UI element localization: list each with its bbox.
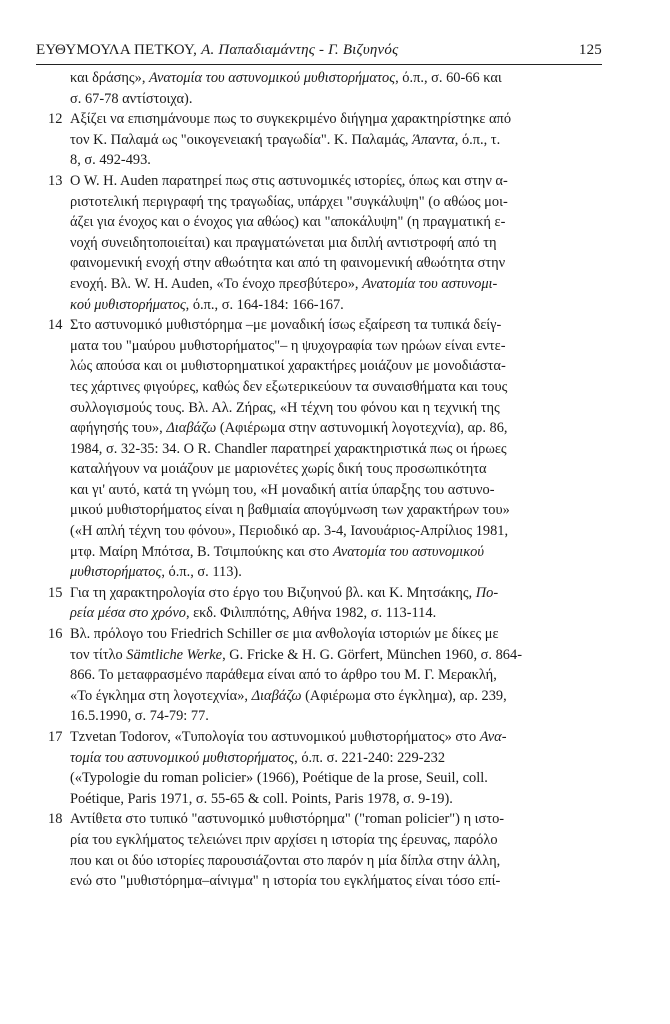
endnote-line [70, 89, 600, 110]
text-run: Tzvetan Todorov, «Τυπολογία του αστυνομικού μυθιστορήματος» στο [70, 729, 480, 745]
endnote-13 [48, 171, 600, 315]
endnote-line [70, 830, 600, 851]
endnote-line [70, 851, 600, 872]
text-run: ρεία μέσα στο χρόνο [70, 605, 186, 622]
endnote-line [70, 583, 600, 604]
text-run: νοχή συνειδητοποιείται) και πραγματώνεται μια διπλή αντιστροφή από τη [70, 234, 497, 251]
endnote-14 [48, 315, 600, 583]
endnote-number: 15 [48, 584, 63, 601]
text-run: Βλ. πρόλογο του Friedrich Schiller σε μια ανθολογία ιστοριών με δίκες με [70, 626, 499, 643]
endnote-18 [48, 809, 600, 891]
text-run: σ. 67-78 αντίστοιχα). [70, 90, 193, 107]
page-number: 125 [578, 42, 602, 58]
endnote-line [70, 768, 600, 789]
text-run: Για τη χαρακτηρολογία στο έργο του Βιζυηνού βλ. και Κ. Μητσάκης, [70, 584, 476, 601]
endnote-line [70, 706, 600, 727]
text-run: μτφ. Μαίρη Μπότσα, Β. Τσιμπούκης και στο [70, 543, 333, 560]
text-run: συλλογισμούς τους. Βλ. Αλ. Ζήρας, «Η τέχνη του φόνου και η τεχνική της [70, 399, 500, 416]
endnote-line [70, 439, 600, 460]
text-run: Πο- [475, 584, 499, 601]
endnote-line [70, 233, 600, 254]
text-run: λώς απούσα και οι μυθιστορηματικοί χαρακτήρες μοιάζουν με μονοδιάστα- [70, 358, 506, 375]
text-run: Αντίθετα στο τυπικό "αστυνομικό μυθιστόρημα" ("roman policier") η ιστο- [70, 811, 505, 828]
text-run: ρία του εγκλήματος τελειώνει πριν αρχίσει η ιστορία της έρευνας, παρόλο [70, 831, 498, 848]
endnote-line [70, 748, 600, 769]
text-run: Διαβάζω [166, 420, 217, 437]
endnote-number: 16 [48, 626, 63, 643]
text-run: Ανατομία του αστυνομικού μυθιστορήματος [149, 70, 396, 86]
text-run: Poétique, Paris 1971, σ. 55-65 & coll. Points, Paris 1978, σ. 9-19). [70, 790, 453, 807]
endnote-line [70, 789, 600, 810]
endnote-line [70, 274, 600, 295]
endnote-number: 17 [48, 729, 63, 745]
endnote-line [70, 459, 600, 480]
endnote-17 [48, 727, 600, 809]
text-run: Ανατομία του αστυνομι- [362, 275, 498, 292]
text-run: 8, σ. 492-493. [70, 152, 151, 169]
text-run: και γι' αυτό, κατά τη γνώμη του, «Η μοναδική αιτία ύπαρξης του αστυνο- [70, 481, 495, 498]
endnote-line [70, 336, 600, 357]
endnote-line [70, 192, 600, 213]
running-head [36, 42, 602, 66]
text-run: Διαβάζω [251, 687, 302, 704]
endnote-line [70, 521, 600, 542]
endnote-continuation [48, 68, 600, 109]
text-run: που και οι δύο ιστορίες παρουσιάζονται στο παρόν η μία δίπλα στην άλλη, [70, 852, 501, 869]
text-run: , G. Fricke & H. G. Görfert, München 1960, σ. 864- [222, 646, 522, 663]
endnote-line [70, 624, 600, 645]
endnote-16 [48, 624, 600, 727]
endnote-line [70, 212, 600, 233]
text-run: Ανα- [479, 729, 507, 745]
text-run: ριστοτελική περιγραφή της τραγωδίας, υπάρχει "συγκάλυψη" (ο αθώος μοι- [70, 193, 508, 210]
endnote-line [70, 377, 600, 398]
endnote-line [70, 480, 600, 501]
text-run: , ό.π., τ. [454, 131, 501, 148]
text-run: Ανατομία του αστυνομικού [332, 543, 484, 560]
text-run: («Η απλή τέχνη του φόνου», Περιοδικό αρ. 3-4, Ιανουάριος-Απρίλιος 1981, [70, 523, 509, 540]
running-head-title [36, 42, 398, 59]
text-run: και δράσης», [70, 70, 150, 86]
text-run: μυθιστορήματος [70, 564, 162, 581]
text-run: Sämtliche Werke [126, 646, 223, 663]
text-run: , ό.π. σ. 221-240: 229-232 [294, 749, 446, 766]
endnote-line [70, 171, 600, 192]
text-run: καταλήγουν να μοιάζουν με μαριονέτες χωρίς δική τους προσωπικότητα [70, 461, 487, 478]
endnote-number: 14 [48, 317, 63, 334]
text-run: , εκδ. Φιλιππότης, Αθήνα 1982, σ. 113-114. [185, 605, 437, 622]
endnote-line [70, 130, 600, 151]
endnote-line [70, 809, 600, 830]
text-run: , ό.π., σ. 113). [161, 564, 242, 581]
text-run: 1984, σ. 32-35: 34. O R. Chandler παρατηρεί χαρακτηριστικά πως οι ήρωες [70, 440, 507, 457]
text-run: Στο αστυνομικό μυθιστόρημα –με μοναδική ίσως εξαίρεση τα τυπικά δείγ- [70, 317, 502, 334]
endnote-12 [48, 109, 600, 171]
endnote-line [70, 871, 600, 892]
text-run: (Αφιέρωμα στο έγκλημα), αρ. 239, [301, 687, 507, 704]
endnote-number: 12 [48, 111, 63, 128]
endnote-line [70, 356, 600, 377]
endnote-line [70, 500, 600, 521]
endnote-line [70, 665, 600, 686]
text-run: 16.5.1990, σ. 74-79: 77. [70, 708, 209, 725]
endnote-line [70, 562, 600, 583]
header-rule [36, 64, 602, 65]
text-run: τον Κ. Παλαμά ως "οικογενειακή τραγωδία". Κ. Παλαμάς, [70, 131, 413, 148]
text-run: , ό.π., σ. 60-66 και [395, 70, 502, 86]
text-run: φαινομενική ενοχή στην αθωότητα και από τη φαινομενική αθωότητα στην [70, 255, 506, 272]
text-run: «Το έγκλημα στη λογοτεχνία», [70, 687, 252, 704]
text-run: Αξίζει να επισημάνουμε πως το συγκεκριμένο διήγημα χαρακτηρίστηκε από [70, 111, 512, 128]
endnote-15 [48, 583, 600, 624]
endnotes [48, 68, 600, 892]
text-run: , ό.π., σ. 164-184: 166-167. [185, 296, 344, 313]
endnote-line [70, 686, 600, 707]
endnote-number: 13 [48, 172, 63, 189]
text-run: μικού μυθιστορήματος είναι η βαθμιαία απογύμνωση των χαρακτήρων του» [70, 502, 510, 519]
text-run: Άπαντα [412, 131, 455, 148]
endnote-line [70, 253, 600, 274]
endnote-line [70, 315, 600, 336]
running-head-author: ΕΥΘΥΜΟΥΛΑ ΠΕΤΚΟΥ, [36, 42, 198, 58]
endnote-line [70, 542, 600, 563]
text-run: ματα του "μαύρου μυθιστορήματος"– η ψυχογραφία των ηρώων είναι εντε- [70, 337, 506, 354]
text-run: άζει για ένοχος και ο ένοχος για αθώος) και "αποκάλυψη" (η πραγματική ε- [70, 214, 506, 231]
text-run: ενοχή. Βλ. W. H. Auden, «Το ένοχο πρεσβύτερο», [70, 275, 363, 292]
endnote-line [70, 727, 600, 748]
text-run: ενώ στο "μυθιστόρημα–αίνιγμα" η ιστορία του εγκλήματος είναι τόσο επί- [70, 873, 501, 890]
running-head-subject: Α. Παπαδιαμάντης - Γ. Βιζυηνός [201, 42, 399, 58]
endnote-line [70, 109, 600, 130]
endnote-line [70, 645, 600, 666]
endnote-line [70, 398, 600, 419]
endnote-line [70, 68, 600, 89]
text-run: τες χάρτινες φιγούρες, καθώς δεν εξωτερικεύουν τα συναισθήματα και τους [70, 378, 508, 395]
endnote-line [70, 603, 600, 624]
text-run: (Αφιέρωμα στην αστυνομική λογοτεχνία), αρ. 86, [216, 420, 508, 437]
text-run: τομία του αστυνομικού μυθιστορήματος [70, 749, 295, 766]
text-run: τον τίτλο [70, 646, 127, 663]
text-run: O W. H. Auden παρατηρεί πως στις αστυνομικές ιστορίες, όπως και στην α- [70, 172, 508, 189]
endnote-line [70, 295, 600, 316]
text-run: αφήγησής του», [70, 420, 167, 437]
endnote-line [70, 418, 600, 439]
text-run: («Typologie du roman policier» (1966), Poétique de la prose, Seuil, coll. [70, 770, 488, 787]
endnote-line [70, 150, 600, 171]
endnote-number: 18 [48, 811, 63, 828]
text-run: κού μυθιστορήματος [70, 296, 186, 313]
text-run: 866. Το μεταφρασμένο παράθεμα είναι από το άρθρο του Μ. Γ. Μερακλή, [70, 667, 497, 684]
